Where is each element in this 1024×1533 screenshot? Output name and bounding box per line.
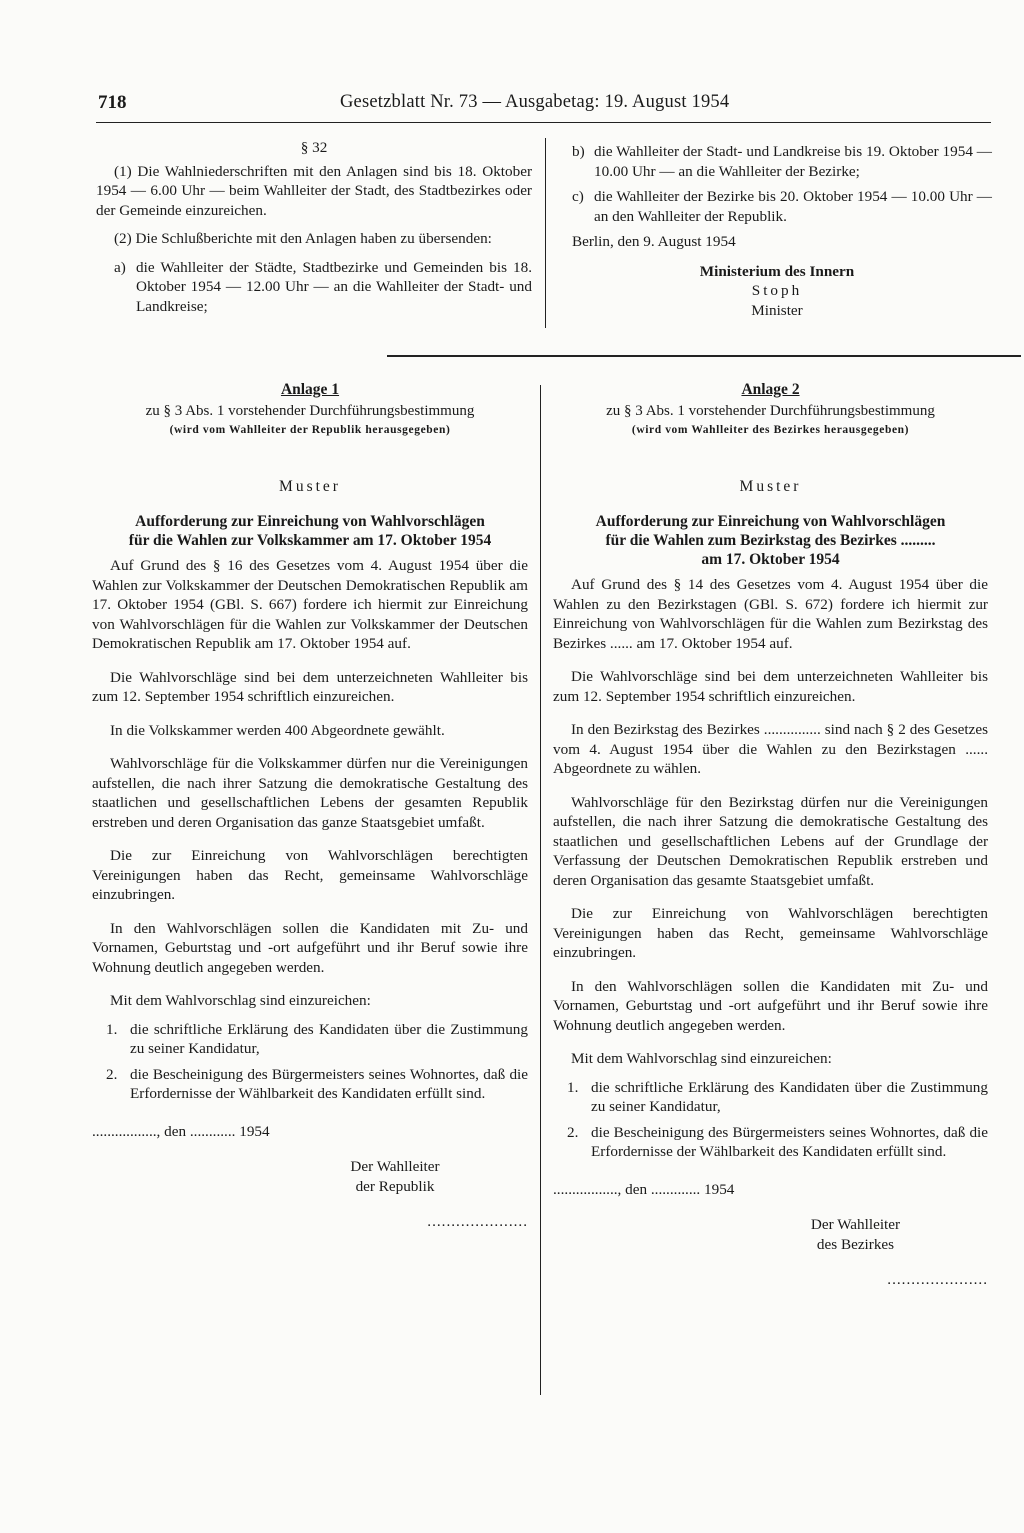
paragraph: Wahlvorschläge für die Volkskammer dürfen nur die Vereinigungen aufstellen, die nach ihrer Satzung die demokratische Gestaltung des staatlichen und gesellschaftlichen Lebens der gesamten Republik erstreben und deren Organisation das ganze Staatsgebiet umfaßt.	[92, 755, 528, 831]
list-label: b)	[572, 143, 585, 160]
form-heading-line: für die Wahlen zur Volkskammer am 17. Oktober 1954	[128, 532, 492, 549]
paragraph: Auf Grund des § 14 des Gesetzes vom 4. August 1954 über die Wahlen zu den Bezirkstagen (GBl. S. 672) fordere ich hiermit zur Einreichung von Wahlvorschlägen für die Wahlen zum Bezirkstag des Bezirkes ...... am 17. Oktober 1954 auf.	[553, 576, 988, 652]
list-item	[114, 258, 532, 317]
form-heading	[92, 512, 528, 550]
section-rule	[387, 355, 1021, 357]
annex-subtitle: zu § 3 Abs. 1 vorstehender Durchführungsbestimmung	[606, 402, 935, 419]
paragraph: Die Wahlvorschläge sind bei dem unterzeichneten Wahlleiter bis zum 12. September 1954 schriftlich einzureichen.	[553, 668, 988, 705]
paragraph: Auf Grund des § 16 des Gesetzes vom 4. August 1954 über die Wahlen zur Volkskammer der Deutschen Demokratischen Republik am 17. Oktober 1954 (GBl. S. 667) fordere ich hiermit zur Einreichung von Wahlvorschlägen für die Wahlen zur Volkskammer der Deutschen Demokratischen Republik am 17. Oktober 1954 auf.	[92, 557, 528, 652]
paragraph: In den Bezirkstag des Bezirkes ............... sind nach § 2 des Gesetzes vom 4. August 1954 über die Wahlen zu den Bezirkstagen ...... Abgeordnete zu wählen.	[553, 721, 988, 777]
paragraph: Mit dem Wahlvorschlag sind einzureichen:	[110, 992, 371, 1009]
signature-line: Der Wahlleiter	[350, 1158, 440, 1175]
list-text: die Wahlleiter der Stadt- und Landkreise bis 19. Oktober 1954 — 10.00 Uhr — an die Wahlleiter der Bezirke;	[594, 143, 992, 180]
ministry-name: Ministerium des Innern	[699, 262, 855, 280]
numbered-item	[567, 1078, 988, 1117]
item-text: die Bescheinigung des Bürgermeisters seines Wohnortes, daß die Erfordernisse der Wählbarkeit des Kandidaten erfüllt sind.	[591, 1123, 988, 1160]
paragraph: Die zur Einreichung von Wahlvorschlägen berechtigten Vereinigungen haben das Recht, gemeinsame Wahlvorschläge einzubringen.	[553, 905, 988, 961]
paragraph: In die Volkskammer werden 400 Abgeordnete gewählt.	[110, 721, 445, 739]
annex-note: (wird vom Wahlleiter des Bezirkes herausgegeben)	[631, 424, 910, 436]
item-text: die schriftliche Erklärung des Kandidaten über die Zustimmung zu seiner Kandidatur,	[591, 1078, 988, 1115]
paragraph: In den Wahlvorschlägen sollen die Kandidaten mit Zu- und Vornamen, Geburtstag und -ort aufgeführt und ihr Beruf sowie ihre Wohnung deutlich angegeben werden.	[92, 919, 528, 976]
page-number: 718	[98, 92, 127, 113]
list-text: die Wahlleiter der Städte, Stadtbezirke und Gemeinden bis 18. Oktober 1954 — 12.00 Uhr — an die Wahlleiter der Stadt- und Landkreise;	[136, 258, 532, 315]
item-label: 1.	[106, 1020, 118, 1038]
column-divider	[540, 385, 541, 1395]
signature-line: Der Wahlleiter	[810, 1216, 901, 1233]
annex-subtitle: zu § 3 Abs. 1 vorstehender Durchführungsbestimmung	[145, 402, 475, 419]
date-line: ................., den ............ 1954	[92, 1122, 270, 1140]
signature-block	[262, 1157, 528, 1196]
paragraph: (2) Die Schlußberichte mit den Anlagen haben zu übersenden:	[114, 230, 492, 247]
column-divider	[545, 138, 546, 328]
section-heading: § 32	[300, 139, 328, 156]
muster-label: Muster	[279, 477, 341, 495]
numbered-item	[106, 1065, 528, 1104]
place-date: Berlin, den 9. August 1954	[572, 233, 736, 250]
list-text: die Wahlleiter der Bezirke bis 20. Oktober 1954 — 10.00 Uhr — an den Wahlleiter der Republik.	[594, 188, 992, 225]
numbered-item	[106, 1020, 528, 1059]
annex-2-column	[553, 380, 988, 1290]
header-rule	[96, 122, 991, 123]
running-title: Gesetzblatt Nr. 73 — Ausgabetag: 19. August 1954	[340, 92, 730, 112]
paragraph: (1) Die Wahlniederschriften mit den Anlagen sind bis 18. Oktober 1954 — 6.00 Uhr — beim Wahlleiter der Stadt, des Stadtbezirkes oder der Gemeinde einzureichen.	[96, 162, 532, 219]
date-line: ................., den ............. 1954	[553, 1180, 735, 1198]
list-label: c)	[572, 188, 584, 205]
annex-1-column	[92, 380, 528, 1232]
paragraph: Mit dem Wahlvorschlag sind einzureichen:	[571, 1050, 832, 1067]
item-text: die schriftliche Erklärung des Kandidaten über die Zustimmung zu seiner Kandidatur,	[130, 1020, 528, 1057]
item-label: 2.	[567, 1123, 579, 1141]
annex-title: Anlage 2	[741, 381, 800, 398]
paragraph: Wahlvorschläge für den Bezirkstag dürfen nur die Vereinigungen aufstellen, die nach ihrer Satzung die demokratische Gestaltung des staatlichen und gesellschaftlichen Lebens auf der Grundlage der Verfassung der Deutschen Demokratischen Republik erstreben und deren Organisation das gesamte Staatsgebiet umfaßt.	[553, 793, 988, 889]
list-item	[572, 142, 992, 181]
paragraph: Die Wahlvorschläge sind bei dem unterzeichneten Wahlleiter bis zum 12. September 1954 schriftlich einzureichen.	[92, 668, 528, 705]
paragraph: Die zur Einreichung von Wahlvorschlägen berechtigten Vereinigungen haben das Recht, gemeinsame Wahlvorschläge einzubringen.	[92, 847, 528, 903]
list-item	[572, 187, 992, 226]
top-right-column	[572, 142, 992, 320]
signature-block	[723, 1215, 988, 1254]
signatory-name: Stoph	[751, 282, 803, 299]
form-heading-line: am 17. Oktober 1954	[701, 551, 840, 568]
annex-title: Anlage 1	[280, 381, 340, 398]
form-heading-line: Aufforderung zur Einreichung von Wahlvorschlägen	[595, 513, 946, 530]
form-heading-line: für die Wahlen zum Bezirkstag des Bezirkes .........	[605, 532, 936, 549]
signature-line: des Bezirkes	[816, 1235, 895, 1253]
signatory-title: Minister	[751, 301, 803, 319]
signature-dots: .....................	[887, 1271, 988, 1288]
signature-dots: .....................	[427, 1213, 528, 1230]
item-label: 1.	[567, 1078, 579, 1096]
muster-label: Muster	[739, 477, 802, 495]
form-heading	[553, 512, 988, 569]
signature-line: der Republik	[355, 1177, 435, 1195]
item-label: 2.	[106, 1065, 118, 1083]
list-label: a)	[114, 258, 126, 276]
form-heading-line: Aufforderung zur Einreichung von Wahlvorschlägen	[135, 513, 485, 530]
numbered-item	[567, 1123, 988, 1162]
item-text: die Bescheinigung des Bürgermeisters seines Wohnortes, daß die Erfordernisse der Wählbarkeit des Kandidaten erfüllt sind.	[130, 1065, 528, 1102]
annex-note: (wird vom Wahlleiter der Republik herausgegeben)	[169, 424, 451, 436]
top-left-column	[96, 138, 532, 320]
paragraph: In den Wahlvorschlägen sollen die Kandidaten mit Zu- und Vornamen, Geburtstag und -ort aufgeführt und ihr Beruf sowie ihre Wohnung deutlich angegeben werden.	[553, 977, 988, 1034]
